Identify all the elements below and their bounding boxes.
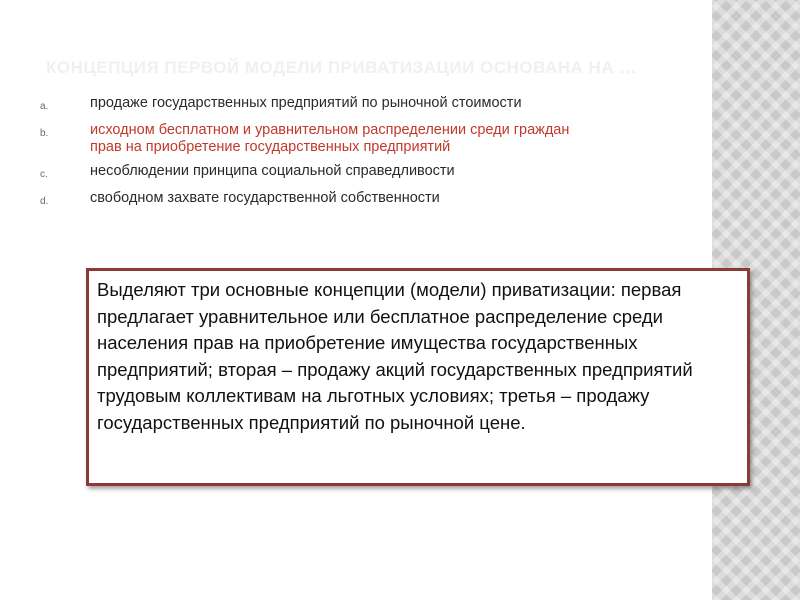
explanation-text: Выделяют три основные концепции (модели) приватизации: первая предлагает уравнительное или бесплатное распределение среди населения прав на приобретение имущества государственных предприятий; вторая – продажу акций государственных предприятий трудовым коллективам на льготных условиях; третья – продажу государственных предприятий по рыночной цене. [97,279,693,433]
option-text: несоблюдении принципа социальной справедливости [90,163,455,179]
answer-option-d[interactable] [40,190,600,210]
option-marker: b. [40,128,49,139]
option-text: свободном захвате государственной собственности [90,190,440,206]
option-text-highlighted: исходном бесплатном и уравнительном распределении среди граждан прав на приобретение государственных предприятий [90,122,570,155]
answer-option-b[interactable] [40,122,600,156]
answer-option-a[interactable] [40,95,600,115]
option-marker: a. [40,101,49,112]
option-text: продаже государственных предприятий по рыночной стоимости [90,95,522,111]
option-marker: c. [40,169,48,180]
answer-options-list [40,95,600,217]
explanation-box [86,268,750,486]
option-marker: d. [40,196,49,207]
answer-option-c[interactable] [40,163,600,183]
slide-title: КОНЦЕПЦИЯ ПЕРВОЙ МОДЕЛИ ПРИВАТИЗАЦИИ ОСНОВАНА НА … [46,58,637,77]
